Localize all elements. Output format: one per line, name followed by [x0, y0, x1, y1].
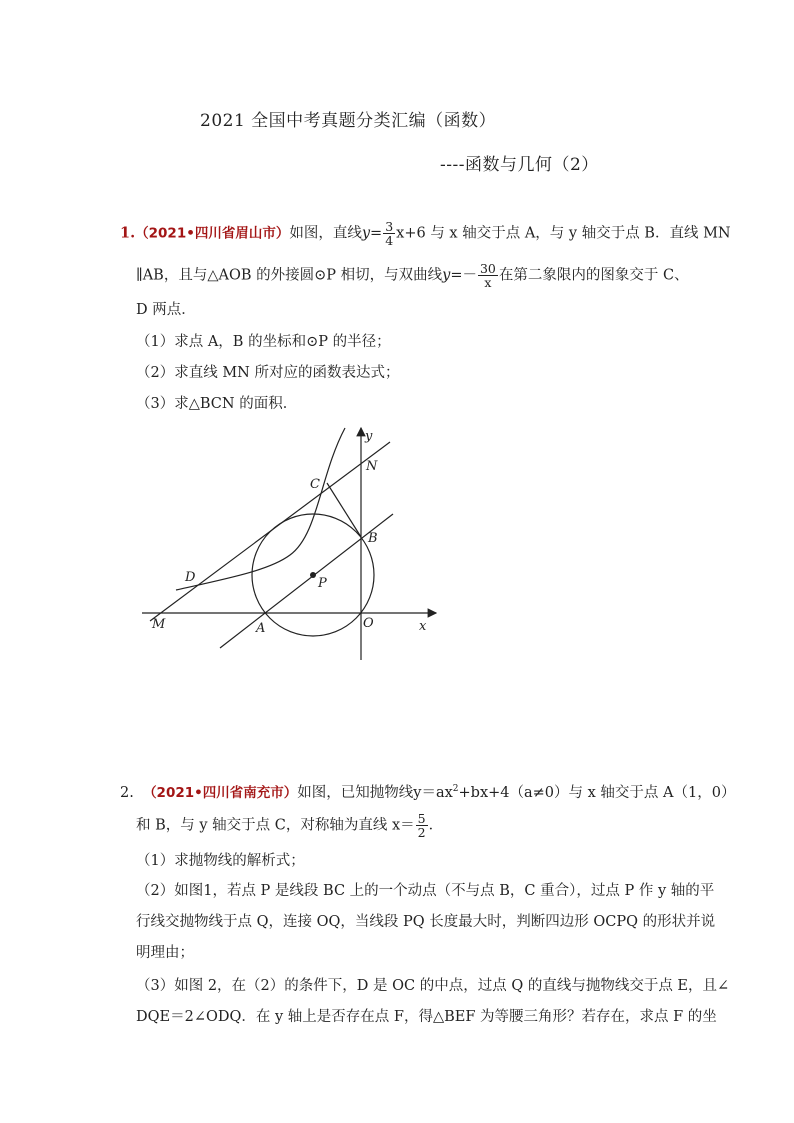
- q2-part-3-line-2: DQE＝2∠ODQ．在 y 轴上是否存在点 F，得△BEF 为等腰三角形？若存在，求点 F 的坐: [136, 1009, 717, 1025]
- q1-text-b: x+6 与 x 轴交于点 A，与 y 轴交于点 B．直线 MN: [396, 225, 731, 242]
- q2-text-c: 和 B，与 y 轴交于点 C，对称轴为直线 x＝: [136, 817, 415, 834]
- q2-text-a: 如图，已知抛物线: [297, 784, 414, 801]
- q1-line-3: D 两点．: [136, 302, 196, 318]
- q1-frac2-num: 30: [479, 261, 496, 276]
- segment-cb: [327, 483, 361, 537]
- q1-part-2: （2）求直线 MN 所对应的函数表达式；: [136, 365, 400, 381]
- q2-text-d: ．: [428, 817, 444, 834]
- q2-frac-num: 5: [417, 811, 426, 826]
- line-mn: [150, 442, 390, 621]
- label-n: N: [366, 459, 378, 474]
- label-y: y: [365, 429, 373, 444]
- q2-frac-den: 2: [417, 825, 426, 840]
- page-subtitle: ----函数与几何（2）: [440, 155, 599, 175]
- point-p: [310, 572, 316, 578]
- q1-frac-num: 3: [385, 219, 394, 234]
- q2-part-1: （1）求抛物线的解析式；: [136, 853, 305, 869]
- q2-number: 2.: [120, 784, 134, 801]
- label-m: M: [152, 617, 166, 632]
- page-title: 2021 全国中考真题分类汇编（函数）: [200, 111, 497, 131]
- q2-fraction: [416, 812, 428, 839]
- q1-eq: =: [370, 225, 383, 242]
- label-p: P: [318, 576, 327, 591]
- hyperbola-curve: [176, 428, 345, 590]
- q1-text-c: ∥AB，且与△AOB 的外接圆⊙P 相切，与双曲线: [136, 267, 443, 284]
- q1-source: （2021•四川省眉山市）: [135, 225, 290, 242]
- q1-y-var-2: y: [442, 267, 451, 284]
- label-a: A: [256, 621, 266, 636]
- q2-text-b: +bx+4（a≠0）与 x 轴交于点 A（1，0）: [458, 784, 736, 801]
- q1-text-a: 如图，直线: [289, 225, 362, 242]
- q2-source: （2021•四川省南充市）: [143, 784, 298, 801]
- q2-part-2-line-2: 行线交抛物线于点 Q，连接 OQ，当线段 PQ 长度最大时，判断四边形 OCPQ 的形状并说: [136, 914, 716, 930]
- q2-part-2-line-1: （2）如图1，若点 P 是线段 BC 上的一个动点（不与点 B，C 重合），过点 P 作 y 轴的平: [136, 883, 715, 899]
- q2-sup: 2: [452, 784, 459, 794]
- q2-line-2: [136, 812, 443, 839]
- q1-y-var: y: [361, 225, 371, 242]
- q1-text-d: 在第二象限内的图象交于 C、: [498, 267, 689, 284]
- q1-part-3: （3）求△BCN 的面积．: [136, 396, 298, 412]
- q1-eq-2: =－: [450, 267, 477, 284]
- q2-part-3-line-1: （3）如图 2，在（2）的条件下，D 是 OC 的中点，过点 Q 的直线与抛物线交于点 E，且∠: [136, 978, 730, 994]
- label-o: O: [363, 616, 374, 631]
- q2-line-1: [120, 779, 735, 803]
- label-b: B: [368, 531, 378, 546]
- q2-eq: y＝ax: [413, 784, 453, 801]
- q1-frac2-den: x: [484, 275, 492, 290]
- q2-part-2-line-3: 明理由；: [136, 945, 194, 961]
- q1-frac-den: 4: [385, 233, 394, 248]
- label-d: D: [185, 570, 196, 585]
- q1-number: 1.: [120, 224, 136, 242]
- q1-part-1: （1）求点 A，B 的坐标和⊙P 的半径；: [136, 334, 391, 350]
- label-c: C: [310, 477, 320, 492]
- label-x: x: [419, 619, 427, 634]
